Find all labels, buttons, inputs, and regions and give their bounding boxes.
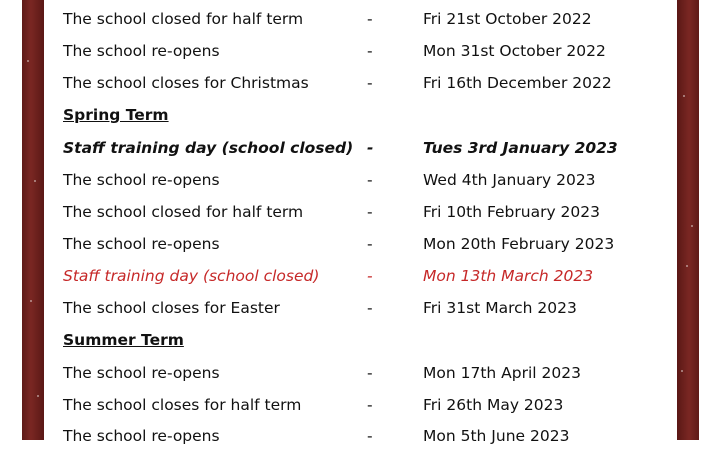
event-label: The school re-opens (63, 42, 220, 60)
table-row (63, 10, 663, 34)
event-label: The school closes for Easter (63, 299, 280, 317)
summer-term-heading: Summer Term (63, 331, 184, 349)
table-row (63, 139, 663, 163)
event-label: The school re-opens (63, 235, 220, 253)
table-row (63, 42, 663, 66)
event-label: Staff training day (school closed) (63, 139, 354, 157)
event-label: The school closed for half term (63, 10, 304, 28)
separator: - (367, 364, 373, 382)
separator: - (367, 396, 373, 414)
calendar-sheet (44, 0, 677, 445)
separator: - (367, 267, 373, 285)
event-date: Fri 26th May 2023 (423, 396, 564, 414)
event-date: Tues 3rd January 2023 (423, 139, 618, 157)
section-heading-summer (63, 331, 663, 355)
table-row (63, 299, 663, 323)
event-date: Fri 10th February 2023 (423, 203, 601, 221)
event-date: Mon 13th March 2023 (423, 267, 594, 285)
separator: - (367, 427, 373, 445)
spring-term-heading: Spring Term (63, 106, 169, 124)
event-label: The school closes for half term (63, 396, 302, 414)
event-date: Wed 4th January 2023 (423, 171, 596, 189)
event-date: Fri 21st October 2022 (423, 10, 592, 28)
table-row (63, 235, 663, 259)
separator: - (367, 74, 373, 92)
event-date: Fri 16th December 2022 (423, 74, 612, 92)
table-row (63, 364, 663, 388)
table-row (63, 171, 663, 195)
event-date: Mon 31st October 2022 (423, 42, 606, 60)
left-border (22, 0, 44, 440)
table-row-highlighted (63, 267, 663, 291)
event-label: The school re-opens (63, 171, 220, 189)
table-row (63, 396, 663, 420)
event-label: Staff training day (school closed) (63, 267, 320, 285)
event-label: The school closed for half term (63, 203, 304, 221)
separator: - (367, 42, 373, 60)
event-date: Fri 31st March 2023 (423, 299, 577, 317)
event-label: The school closes for Christmas (63, 74, 309, 92)
event-label: The school re-opens (63, 427, 220, 445)
separator: - (367, 203, 373, 221)
event-date: Mon 5th June 2023 (423, 427, 570, 445)
separator: - (367, 299, 373, 317)
section-heading-spring (63, 106, 663, 130)
separator: - (367, 139, 374, 157)
table-row (63, 74, 663, 98)
table-row (63, 203, 663, 227)
event-date: Mon 20th February 2023 (423, 235, 615, 253)
table-row (63, 427, 663, 451)
event-date: Mon 17th April 2023 (423, 364, 581, 382)
separator: - (367, 235, 373, 253)
separator: - (367, 10, 373, 28)
separator: - (367, 171, 373, 189)
right-border (677, 0, 699, 440)
event-label: The school re-opens (63, 364, 220, 382)
